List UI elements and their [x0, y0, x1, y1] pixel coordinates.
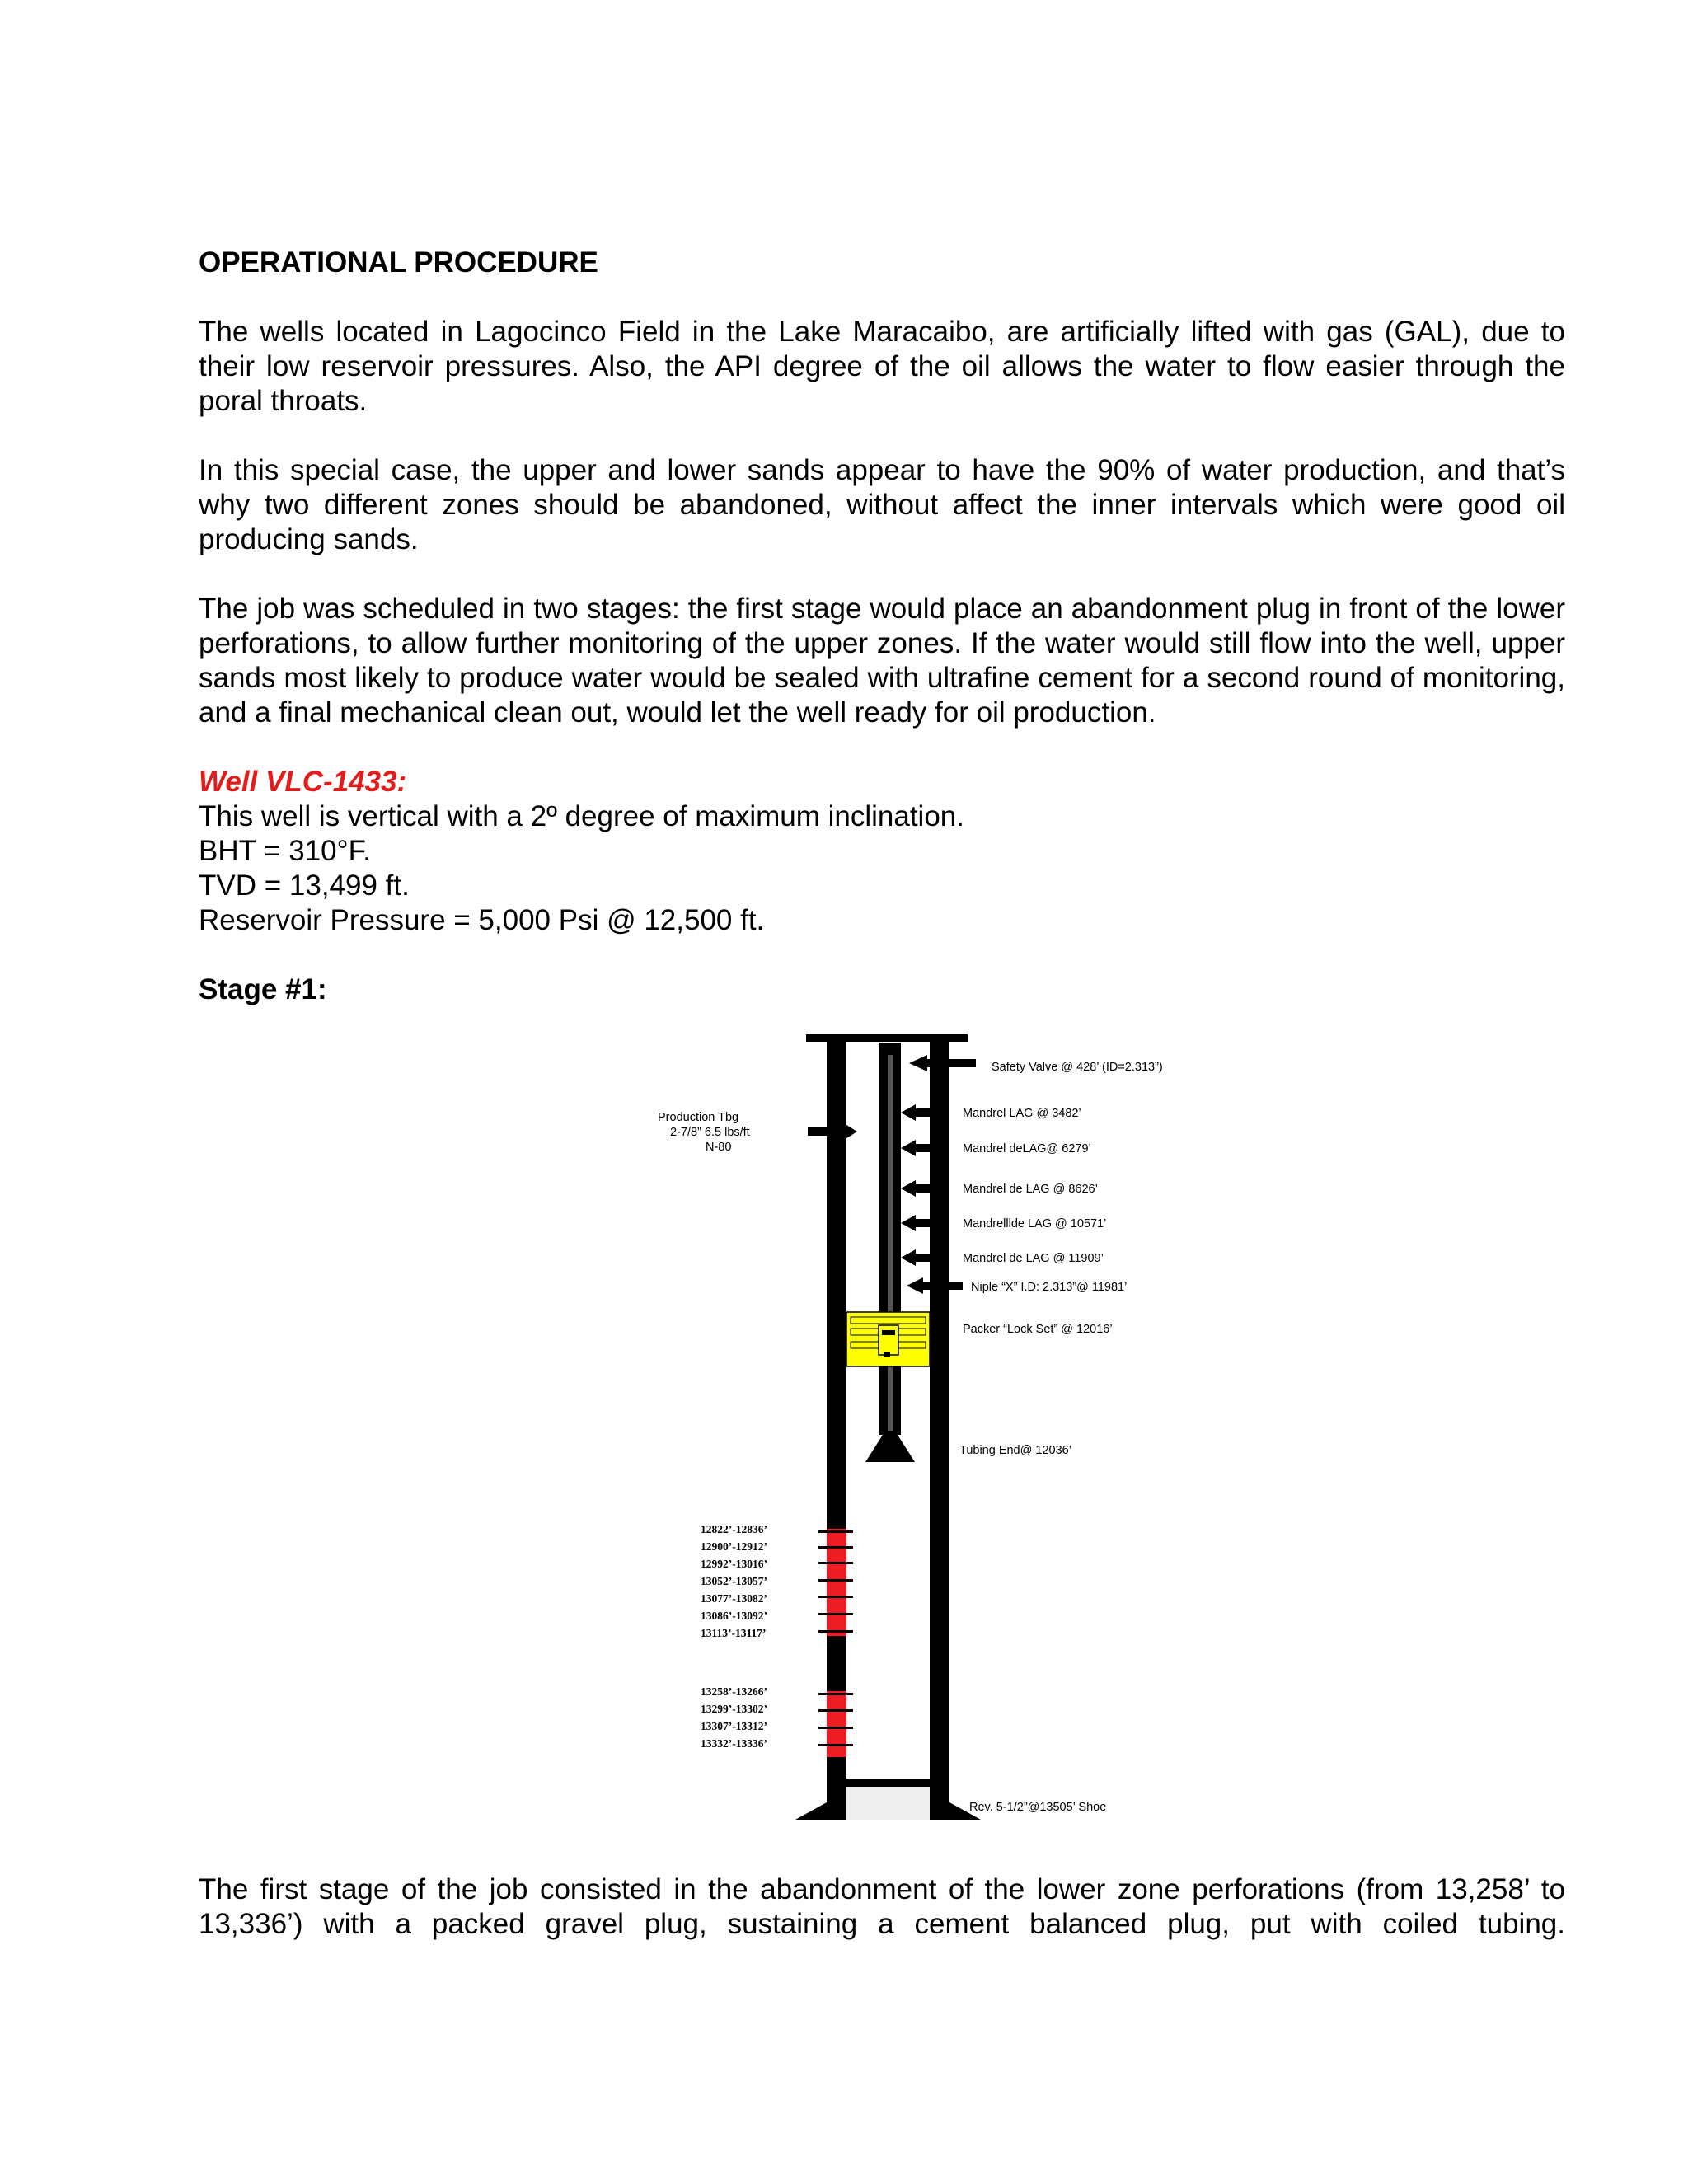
mandrel-2-label: Mandrel deLAG@ 6279’ [963, 1142, 1091, 1155]
niple-label: Niple “X” I.D: 2.313”@ 11981’ [971, 1281, 1128, 1294]
lower-perforation-zone [818, 1691, 853, 1757]
casing-shoe-left [795, 1802, 846, 1820]
well-spec-bht: BHT = 310°F. [199, 835, 371, 867]
mandrel-1-label: Mandrel LAG @ 3482’ [963, 1107, 1081, 1120]
upper-perf-label: 12822’-12836’ [701, 1523, 767, 1535]
upper-perf-label: 13077’-13082’ [701, 1592, 767, 1605]
casing-left-wall [827, 1040, 846, 1802]
plug-top [846, 1779, 930, 1787]
production-tbg-label-2: 2-7/8” 6.5 lbs/ft [670, 1126, 750, 1139]
upper-perf-label: 12900’-12912’ [701, 1540, 767, 1553]
paragraph-2: In this special case, the upper and lower sands appear to have the 90% of water production, and that’s why two different zones should be abandoned, without affect the inner intervals which were good oil producing sands. [199, 454, 1565, 555]
upper-perforation-zone [818, 1529, 853, 1636]
stage-title: Stage #1: [199, 973, 327, 1005]
paragraph-1: The wells located in Lagocinco Field in the Lake Maracaibo, are artificially lifted with gas (GAL), due to their low reservoir pressures. Also, the API degree of the oil allows the water to flow easier through the poral throats. [199, 316, 1565, 417]
upper-perf-label: 13052’-13057’ [701, 1575, 767, 1587]
closing-text [199, 1872, 1565, 1942]
lower-perf-label: 13258’-13266’ [701, 1685, 767, 1698]
safety-valve-label: Safety Valve @ 428’ (ID=2.313”) [992, 1061, 1163, 1074]
tubing-core [888, 1055, 893, 1431]
lower-perf-label: 13332’-13336’ [701, 1737, 767, 1750]
casing-right-wall [930, 1040, 950, 1802]
upper-perf-label: 13086’-13092’ [701, 1610, 767, 1622]
upper-perf-label: 13113’-13117’ [701, 1627, 767, 1639]
closing-paragraph: The first stage of the job consisted in the abandonment of the lower zone perforations (from 13,258’ to 13,336’) with a packed gravel plug, sustaining a cement balanced plug, put with coiled tubing. [199, 1873, 1565, 1940]
mandrel-3-label: Mandrel de LAG @ 8626’ [963, 1183, 1098, 1196]
paragraph-3: The job was scheduled in two stages: the first stage would place an abandonment plug in front of the lower perforations, to allow further monitoring of the upper zones. If the water would still flow into the well, upper sands most likely to produce water would be sealed with ultrafine cement for a second round of monitoring, and a final mechanical clean out, would let the well ready for oil production. [199, 593, 1565, 729]
lower-perf-label: 13299’-13302’ [701, 1703, 767, 1715]
mandrel-5-label: Mandrel de LAG @ 11909’ [963, 1252, 1104, 1265]
lower-perf-label: 13307’-13312’ [701, 1720, 767, 1732]
tubing-end-guide [865, 1435, 915, 1462]
well-title: Well VLC-1433: [199, 766, 407, 798]
packer [846, 1312, 930, 1366]
packer-label: Packer “Lock Set” @ 12016’ [963, 1323, 1113, 1336]
section-title: OPERATIONAL PROCEDURE [199, 246, 598, 279]
production-tbg-label-1: Production Tbg [658, 1111, 739, 1124]
gravel-plug [846, 1787, 930, 1820]
tubing-end-label: Tubing End@ 12036’ [959, 1444, 1071, 1457]
wellhead-bar [806, 1034, 968, 1042]
well-spec-pressure: Reservoir Pressure = 5,000 Psi @ 12,500 ft. [199, 904, 765, 936]
upper-perf-label: 12992’-13016’ [701, 1558, 767, 1570]
production-tbg-label-3: N-80 [706, 1141, 732, 1154]
well-spec-inclination: This well is vertical with a 2º degree of maximum inclination. [199, 800, 964, 832]
casing-shoe-label: Rev. 5-1/2”@13505’ Shoe [969, 1801, 1107, 1814]
mandrel-4-label: Mandrelllde LAG @ 10571’ [963, 1217, 1107, 1230]
well-spec-tvd: TVD = 13,499 ft. [199, 869, 410, 902]
